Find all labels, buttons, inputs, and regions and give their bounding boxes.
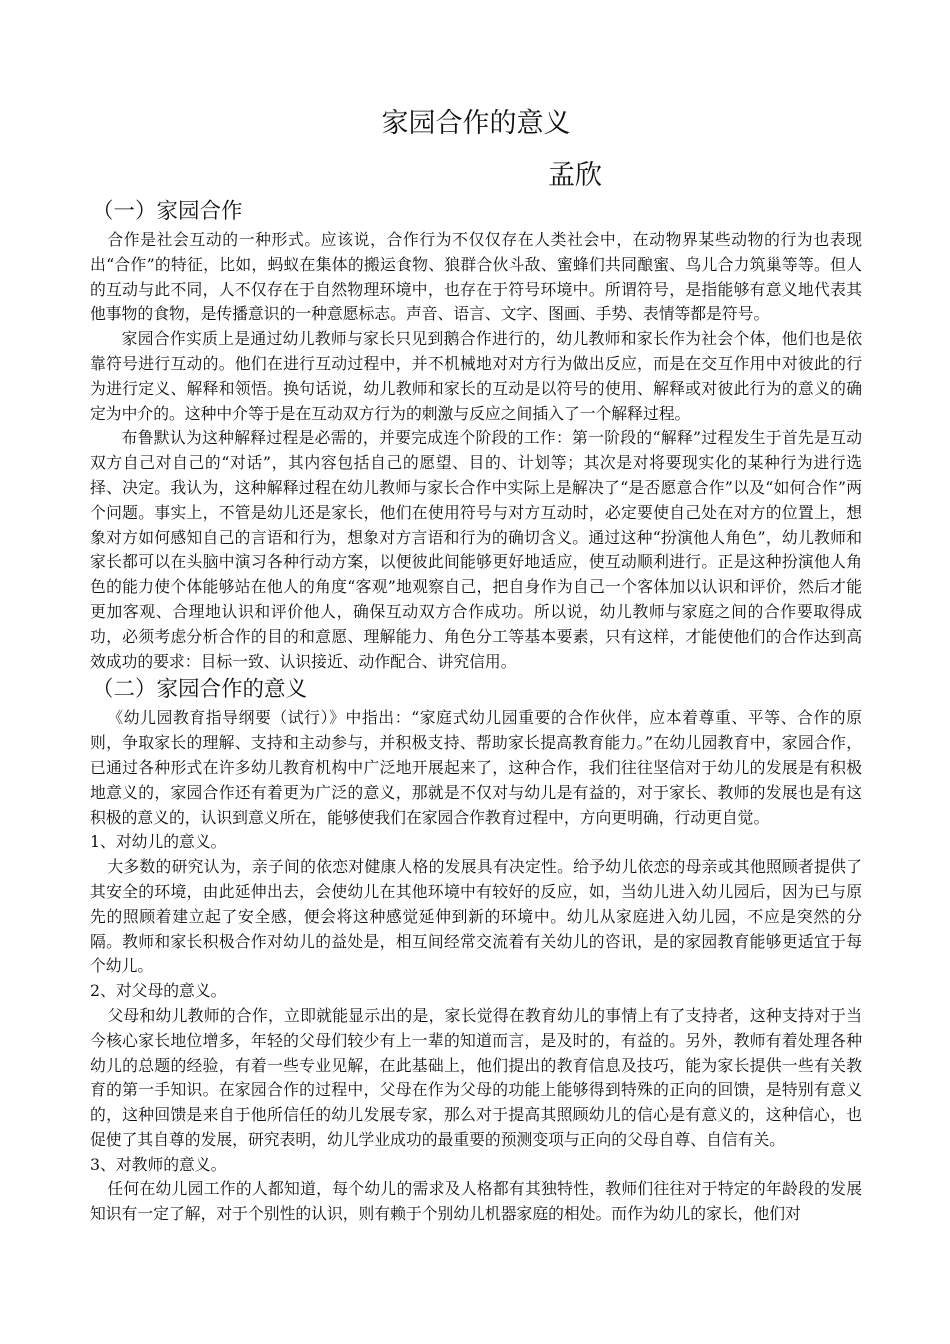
section-heading-2: （二）家园合作的意义 [92, 677, 308, 703]
paragraph: 家园合作实质上是通过幼儿教师与家长只见到鹅合作进行的，幼儿教师和家长作为社会个体，他们也是依靠符号进行互动的。他们在进行互动过程中，并不机械地对对方行为做出反应，而是在交互作用中对彼此的行为进行定义、解释和领悟。换句话说，幼儿教师和家长的互动是以符号的使用、解释或对彼此行为的意义的确定为中介的。这种中介等于是在互动双方行为的刺激与反应之间插入了一个解释过程。 [90, 329, 862, 423]
subsection-label: 2、对父母的意义。 [90, 981, 227, 1001]
document-body [90, 196, 862, 1227]
subsection-label: 3、对教师的意义。 [90, 1154, 227, 1174]
section-heading-1: （一）家园合作 [92, 199, 243, 224]
document-author: 孟欣 [548, 160, 602, 191]
paragraph: 《幼儿园教育指导纲要（试行）》中指出：“家庭式幼儿园重要的合作伙伴，应本着尊重、平等、合作的原则，争取家长的理解、支持和主动参与，并积极支持、帮助家长提高教育能力。”在幼儿园教育中，家园合作，已通过各种形式在许多幼儿教育机构中广泛地开展起来了，这种合作，我们往往坚信对于幼儿的发展是有积极地意义的，家园合作还有着更为广泛的意义，那就是不仅对与幼儿是有益的，对于家长、教师的发展也是有这积极的意义的，认识到意义所在，能够使我们在家园合作教育过程中，方向更明确，行动更自觉。 [90, 708, 862, 827]
subsection-label: 1、对幼儿的意义。 [90, 832, 227, 852]
document-title: 家园合作的意义 [381, 108, 571, 139]
paragraph: 布鲁默认为这种解释过程是必需的，并要完成连个阶段的工作：第一阶段的“解释”过程发生于首先是互动双方自己对自己的“对话”，其内容包括自己的愿望、目的、计划等；其次是对将要现实化的某种行为进行选择、决定。我认为，这种解释过程在幼儿教师与家长合作中实际上是解决了“是否愿意合作”以及“如何合作”两个问题。事实上，不管是幼儿还是家长，他们在使用符号与对方互动时，必定要使自己处在对方的位置上，想象对方如何感知自己的言语和行为，想象对方言语和行为的确切含义。通过这种“扮演他人角色”，幼儿教师和家长都可以在头脑中演习各种行动方案，以便彼此间能够更好地适应，使互动顺利进行。正是这种扮演他人角色的能力使个体能够站在他人的角度“客观”地观察自己，把自身作为自己一个客体加以认识和评价，然后才能更加客观、合理地认识和评价他人，确保互动双方合作成功。所以说，幼儿教师与家庭之间的合作要取得成功，必须考虑分析合作的目的和意愿、理解能力、角色分工等基本要素，只有这样，才能使他们的合作达到高效成功的要求：目标一致、认识接近、动作配合、讲究信用。 [90, 428, 862, 671]
paragraph: 合作是社会互动的一种形式。应该说，合作行为不仅仅存在人类社会中，在动物界某些动物的行为也表现出“合作”的特征，比如，蚂蚁在集体的搬运食物、狼群合伙斗敌、蜜蜂们共同酿蜜、鸟儿合力筑巢等等。但人的互动与此不同，人不仅存在于自然物理环境中，也存在于符号环境中。所谓符号，是指能够有意义地代表其他事物的食物，是传播意识的一种意愿标志。声音、语言、文字、图画、手势、表情等都是符号。 [90, 230, 862, 324]
paragraph: 父母和幼儿教师的合作，立即就能显示出的是，家长觉得在教育幼儿的事情上有了支持者，这种支持对于当今核心家长地位增多，年轻的父母们较少有上一辈的知道而言，是及时的，有益的。另外，教师有着处理各种幼儿的总题的经验，有着一些专业见解，在此基础上，他们提出的教育信息及技巧，能为家长提供一些有关教育的第一手知识。在家园合作的过程中，父母在作为父母的功能上能够得到特殊的正向的回馈，是特别有意义的，这种回馈是来自于他所信任的幼儿发展专家，那么对于提高其照顾幼儿的信心是有意义的，这种信心，也促使了其自尊的发展，研究表明，幼儿学业成功的最重要的预测变项与正向的父母自尊、自信有关。 [90, 1005, 862, 1149]
paragraph: 任何在幼儿园工作的人都知道，每个幼儿的需求及人格都有其独特性，教师们往往对于特定的年龄段的发展知识有一定了解，对于个别性的认识，则有赖于个别幼儿机器家庭的相处。而作为幼儿的家长，他们对 [90, 1179, 862, 1224]
paragraph: 大多数的研究认为，亲子间的依恋对健康人格的发展具有决定性。给予幼儿依恋的母亲或其他照顾者提供了其安全的环境，由此延伸出去，会使幼儿在其他环境中有较好的反应，如，当幼儿进入幼儿园后，因为已与原先的照顾着建立起了安全感，便会将这种感觉延伸到新的环境中。幼儿从家庭进入幼儿园，不应是突然的分隔。教师和家长积极合作对幼儿的益处是，相互间经常交流着有关幼儿的咨讯，是的家园教育能够更适宜于每个幼儿。 [90, 857, 862, 976]
